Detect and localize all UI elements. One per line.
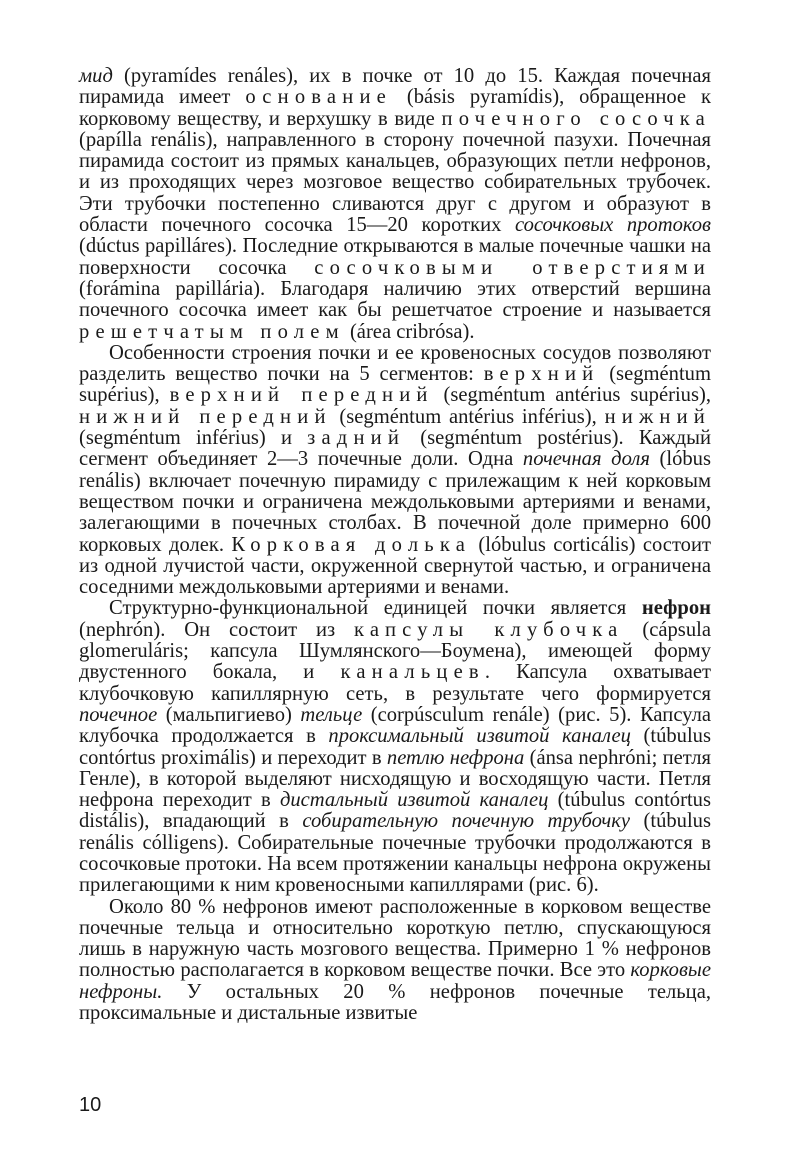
text-run: (corpúsculum renále) (рис. 5). Капсула клубочка продолжается в (79, 703, 711, 748)
spaced-term: сосочковыми отверстиями (314, 256, 711, 279)
spaced-term: решетчатым полем (79, 320, 345, 343)
text-run: мид (79, 65, 113, 87)
text-run: (básis pyramídis), обращенное к корковому веществу, и верхушку в виде (79, 86, 711, 130)
text-run: (мальпигиево) (157, 703, 301, 726)
italic-term: почечная доля (522, 448, 650, 471)
text-run: (segméntum antérius inférius), (331, 405, 605, 428)
italic-term: корковые нефроны. (79, 959, 711, 1003)
italic-term: дистальный извитой каналец (279, 789, 549, 812)
text-run: Около 80 % нефронов имеют расположенные в корковом веществе почечные тельца и относительно короткую петлю, спускающуюся лишь в наружную часть мозгового вещества. Примерно 1 % нефронов полностью располагается в корковом веществе почки. Все это (79, 895, 711, 982)
spaced-term: задний (307, 427, 406, 450)
text-run: (área cribrósa). (344, 320, 475, 343)
text-run: (forámina papillária). Благодаря наличию этих отверстий вершина почечного сосочка имеет как бы решетчатое строение и называется (79, 277, 711, 322)
italic-term: сосочковых протоков (514, 214, 711, 237)
spaced-term: нижний (604, 405, 711, 428)
text-run: Особенности строения почки и ее кровеносных сосудов позволяют разделить вещество почки на 5 сегментов: (79, 341, 711, 386)
text-run: (dúctus papilláres). Последние открываются в малые почечные чашки на поверхности сосочка (79, 235, 711, 279)
text-run: (segméntum postérius). Каждый сегмент объединяет 2—3 почечные доли. Одна (79, 427, 711, 471)
text-run: (lóbus renális) включает почечную пирамиду с прилежащим к ней корковым веществом почки и ограничена междольковыми артериями и венами, залегающими в почечных столбах. В почечной доле примерно 600 корковых долек. (79, 448, 711, 556)
text-run: (segméntum inférius) и (79, 427, 308, 450)
paragraph-3 (79, 598, 711, 896)
text-run: (pyramídes renáles), их в почке от 10 до 15. Каждая почечная пирамида имеет (79, 65, 711, 109)
italic-term: проксимальный извитой каналец (328, 725, 631, 748)
spaced-term: Корковая долька (231, 533, 472, 556)
italic-term: тельце (300, 703, 363, 726)
italic-term: петлю нефрона (386, 746, 525, 769)
spaced-term: основание (245, 86, 392, 109)
text-run: (ánsa nephróni; петля Генле), в которой выделяют нисходящую и восходящую части. Петля нефрона переходит в (79, 746, 711, 812)
text-run: (cápsula glomeruláris; капсула Шумлянского—Боумена), имеющей форму двустенного бокала, и (79, 618, 711, 684)
spaced-term: капсулы клубочка (354, 618, 624, 641)
page-number: 10 (79, 1094, 102, 1116)
spaced-term: почечного сосочка (441, 107, 712, 130)
text-run: (segméntum supérius), (79, 363, 711, 407)
spaced-term: верхний передний (169, 384, 434, 407)
text-run: (papílla renális), направленного в сторону почечной пазухи. Почечная пирамида состоит из прямых канальцев, образующих петли нефронов, и из проходящих через мозговое вещество собирательных трубочек. Эти трубочки постепенно сливаются друг с другом и образуют в области почечного сосочка 15—20 коротких (79, 128, 711, 237)
text-run: . Капсула охватывает клубочковую капиллярную сеть, в результате чего формируется (79, 661, 712, 705)
italic-term: почечное (79, 703, 158, 726)
paragraph-1 (79, 66, 711, 343)
page-body (79, 66, 711, 1106)
text-run: (nephrón). Он состоит из (79, 618, 355, 641)
spaced-term: канальцев (340, 661, 485, 684)
text-run: (segméntum antérius supérius), (433, 384, 711, 407)
text-run: Структурно-функциональной единицей почки является (109, 597, 642, 620)
text-run: (túbulus contórtus distális), впадающий в (79, 789, 711, 833)
bold-term: нефрон (641, 597, 711, 620)
spaced-term: нижний передний (79, 405, 332, 428)
text-run: (túbulus renális cólligens). Собирательные почечные трубочки продолжаются в сосочковые протоки. На всем протяжении канальцы нефрона окружены прилегающими к ним кровеносными капиллярами (рис. 6). (79, 810, 711, 897)
text-run: У остальных 20 % нефронов почечные тельца, проксимальные и дистальные извитые (79, 980, 711, 1025)
text-run: (lóbulus corticális) состоит из одной лучистой части, окруженной свернутой частью, и ограничена соседними междольковыми артериями и венами. (79, 533, 711, 599)
text-run: (túbulus contórtus proximális) и переходит в (79, 725, 711, 769)
spaced-term: верхний (483, 363, 600, 386)
paragraph-4 (79, 897, 711, 1025)
paragraph-2 (79, 343, 711, 599)
italic-term: собирательную почечную трубочку (302, 810, 630, 833)
